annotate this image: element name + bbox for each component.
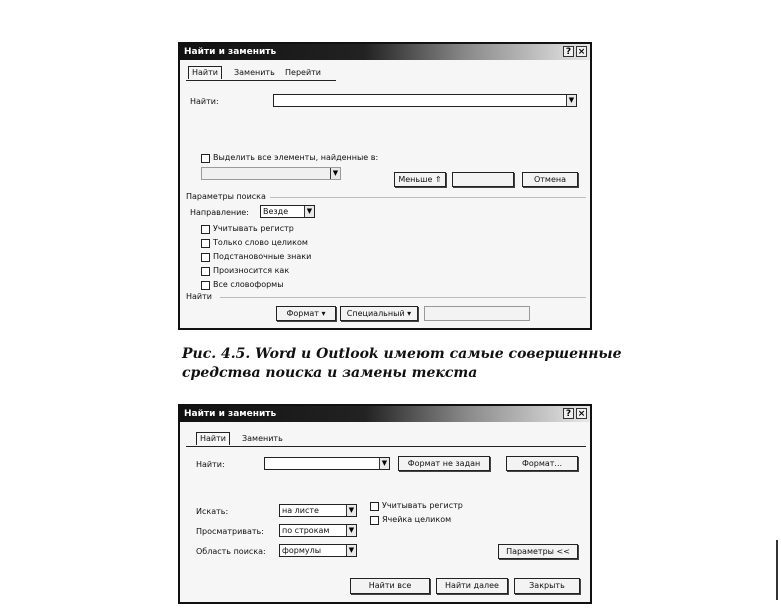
dialog-title: Найти и заменить [184, 409, 277, 419]
figure-caption-line2: средства поиска и замены текста [182, 365, 478, 381]
figure-caption-line1: Рис. 4.5. Word и Outlook имеют самые совершенные [182, 346, 622, 362]
close-button[interactable]: Закрыть [514, 578, 580, 594]
find-input[interactable] [273, 94, 577, 107]
highlight-all-checkbox[interactable] [201, 154, 210, 163]
tab-find[interactable]: Найти [196, 432, 230, 445]
find-next-button[interactable]: Найти далее [436, 578, 508, 594]
search-in-select[interactable]: на листе ▼ [279, 504, 357, 517]
highlight-scope-select[interactable] [201, 167, 341, 180]
option-label: Все словоформы [213, 280, 284, 289]
look-in-label: Область поиска: [196, 547, 266, 556]
chevron-down-icon[interactable]: ▼ [330, 168, 340, 179]
find-all-button[interactable]: Найти все [350, 578, 430, 594]
chevron-down-icon[interactable]: ▼ [304, 206, 314, 217]
help-icon[interactable]: ? [563, 408, 574, 419]
title-bar [180, 406, 590, 422]
tab-replace[interactable]: Заменить [234, 68, 275, 77]
whole-word-checkbox[interactable] [201, 239, 210, 248]
match-case-checkbox[interactable] [370, 502, 379, 511]
option-label: Произносится как [213, 266, 290, 275]
chevron-down-icon[interactable]: ▼ [346, 545, 356, 556]
less-button[interactable]: Меньше ⇑ [394, 172, 446, 187]
browse-label: Просматривать: [196, 527, 264, 536]
sounds-like-checkbox[interactable] [201, 267, 210, 276]
option-label: Только слово целиком [213, 238, 308, 247]
all-word-forms-checkbox[interactable] [201, 281, 210, 290]
chevron-down-icon[interactable]: ▼ [346, 525, 356, 536]
dialog-title: Найти и заменить [184, 47, 277, 57]
special-button[interactable]: Специальный ▾ [340, 306, 418, 321]
match-case-label: Учитывать регистр [382, 501, 463, 510]
format-button[interactable]: Формат... [506, 456, 578, 471]
format-not-set-button[interactable]: Формат не задан [398, 456, 490, 471]
tab-find[interactable]: Найти [188, 66, 222, 79]
chevron-down-icon[interactable]: ▼ [566, 95, 576, 106]
no-formatting-button[interactable] [424, 306, 530, 321]
browse-select[interactable]: по строкам ▼ [279, 524, 357, 537]
tab-replace[interactable]: Заменить [242, 434, 283, 443]
chevron-down-icon[interactable]: ▼ [379, 458, 389, 469]
chevron-down-icon[interactable]: ▼ [346, 505, 356, 516]
options-toggle-button[interactable]: Параметры << [498, 544, 578, 559]
option-label: Подстановочные знаки [213, 252, 312, 261]
direction-select[interactable]: Везде ▼ [260, 205, 315, 218]
help-icon[interactable]: ? [563, 46, 574, 57]
find-replace-dialog-word [178, 42, 592, 330]
cancel-button[interactable]: Отмена [522, 172, 578, 187]
find-input[interactable] [264, 457, 390, 470]
wildcards-checkbox[interactable] [201, 253, 210, 262]
whole-cell-checkbox[interactable] [370, 516, 379, 525]
highlight-all-label: Выделить все элементы, найденные в: [213, 153, 379, 162]
tab-goto[interactable]: Перейти [285, 68, 321, 77]
search-params-label: Параметры поиска [186, 192, 266, 201]
find-label: Найти: [190, 97, 219, 106]
close-icon[interactable]: × [577, 409, 586, 419]
match-case-checkbox[interactable] [201, 225, 210, 234]
look-in-select[interactable]: формулы ▼ [279, 544, 357, 557]
close-icon[interactable]: × [577, 47, 586, 57]
option-label: Учитывать регистр [213, 224, 294, 233]
direction-label: Направление: [190, 208, 249, 217]
find-next-button[interactable] [452, 172, 514, 187]
page-edge-mark [776, 540, 778, 600]
find-section-label: Найти [186, 292, 212, 301]
find-replace-dialog-excel [178, 404, 592, 604]
title-bar [180, 44, 590, 60]
find-label: Найти: [196, 460, 225, 469]
whole-cell-label: Ячейка целиком [382, 515, 452, 524]
search-in-label: Искать: [196, 507, 229, 516]
format-button[interactable]: Формат ▾ [276, 306, 336, 321]
